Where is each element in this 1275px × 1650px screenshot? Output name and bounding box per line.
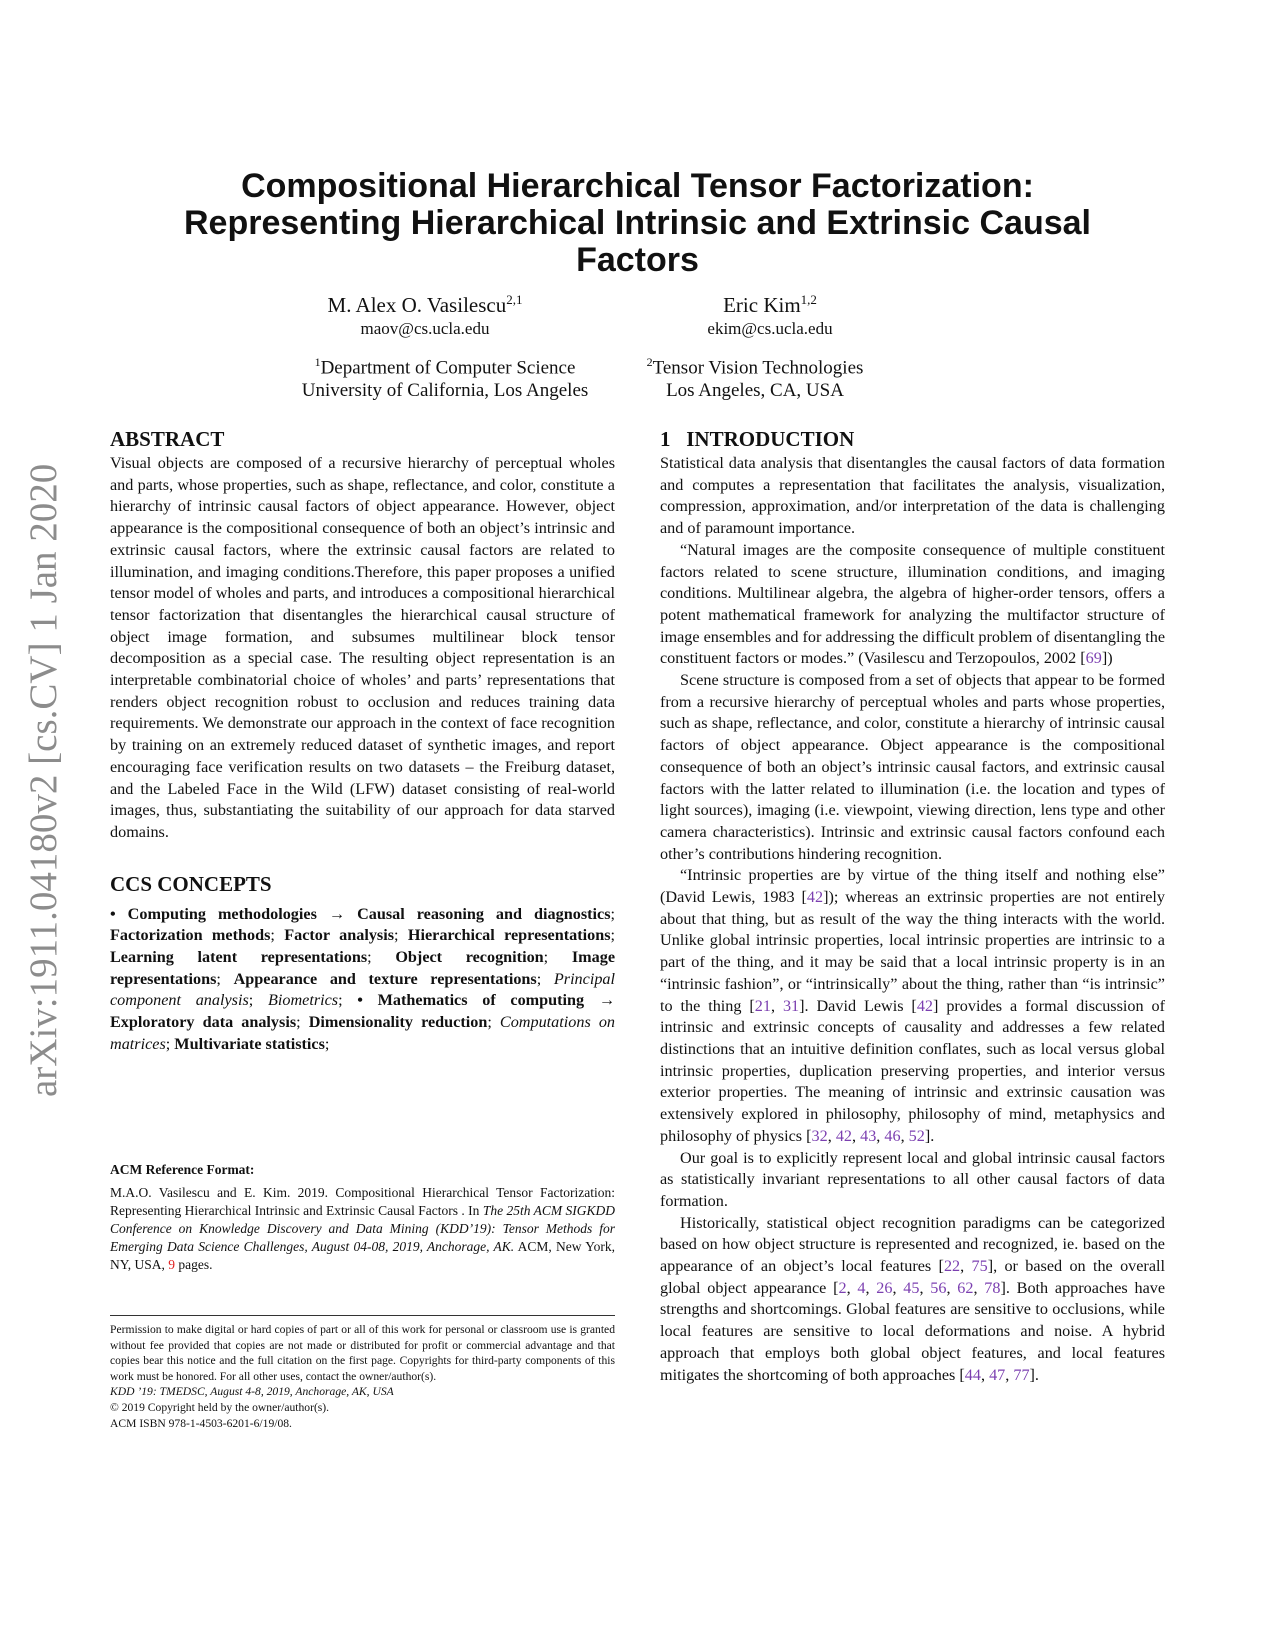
affiliation-2	[630, 351, 880, 402]
citation-link[interactable]: 56	[930, 1278, 947, 1297]
footnote-rule	[110, 1315, 615, 1316]
intro-paragraph-3: Scene structure is composed from a set of objects that appear to be formed from a recursive hierarchy of perceptual wholes and parts whose properties, such as shape, reflectance, and color, constitute a hierarchy of intrinsic causal factors of object appearance. Object appearance is the compositional consequence of both an object’s intrinsic causal factors, and extrinsic causal factors with the latter related to illumination (i.e. the location and types of light sources), imaging (i.e. viewpoint, viewing direction, lens type and other camera characteristics). Intrinsic and extrinsic causal factors confound each other’s contributions hindering recognition.	[660, 671, 1165, 863]
citation-link[interactable]: 22	[943, 1257, 961, 1276]
acm-reference-authors: M.A.O. Vasilescu and E. Kim. 2019. Compositional Hierarchical Tensor Factorization: Representing Hierarchical Intrinsic and Extrinsic Causal Factors . In	[110, 1185, 615, 1218]
isbn-line: ACM ISBN 978-1-4503-6201-6/19/08.	[110, 1416, 292, 1430]
paragraph-text: “Intrinsic properties are by virtue of the thing itself and nothing else” (David Lewis, 1983 [	[660, 866, 1165, 907]
citation-link[interactable]: 32	[811, 1126, 828, 1145]
affiliation-1	[280, 351, 610, 402]
ccs-concept: • Mathematics of computing → Exploratory data analysis	[110, 991, 616, 1032]
paragraph-text: ]. Both approaches have strengths and shortcomings. Global features are sensitive to occlusions, while local features are sensitive to local deformations and noise. A hybrid approach that employs both global object features, and local features mitigates the shortcoming of both approaches [	[660, 1278, 1166, 1384]
paragraph-text: ].	[924, 1126, 935, 1145]
acm-reference-publisher: ACM, New York, NY, USA,	[110, 1239, 616, 1272]
author-2-affiliation-marks: 1,2	[800, 292, 817, 307]
acm-reference-text	[110, 1184, 615, 1274]
acm-reference-venue: The 25th ACM SIGKDD Conference on Knowledge Discovery and Data Mining (KDD’19): Tensor Methods for Emerging Data Science Challenges, August 04-08, 2019, Anchorage, AK.	[110, 1203, 615, 1254]
quote-text: “Natural images are the composite consequence of multiple constituent factors related to scene structure, illumination conditions, and imaging conditions. Multilinear algebra, the algebra of higher-order tensors, offers a potent mathematical framework for analyzing the multifactor structure of image ensembles and for addressing the difficult problem of disentangling the constituent factors or modes.” (Vasilescu and Terzopoulos, 2002 [	[660, 540, 1165, 668]
ccs-concept: Multivariate statistics	[174, 1034, 325, 1053]
ccs-heading: CCS CONCEPTS	[110, 871, 272, 896]
affiliation-1-department: Department of Computer Science	[320, 357, 576, 379]
paragraph-text: ] provides a formal discussion of intrinsic and extrinsic concepts of causality and addresses a few related distinctions that an intuitive definition conflates, such as local versus global intrinsic properties, duplication preserving properties, and interior versus exterior properties. The meaning of intrinsic and extrinsic causation was extensively explored in philosophy, philosophy of mind, metaphysics and philosophy of physics [	[660, 996, 1165, 1145]
citation-link[interactable]: 46	[884, 1126, 901, 1145]
ccs-concept: Appearance and texture representations	[233, 969, 537, 988]
abstract-text	[110, 453, 615, 844]
ccs-concept: Hierarchical representations	[407, 926, 611, 945]
author-1	[270, 287, 580, 340]
paper-title	[140, 168, 1135, 279]
title-line-2: Representing Hierarchical Intrinsic and Extrinsic Causal	[184, 204, 1091, 242]
paragraph-text: ].	[1029, 1365, 1039, 1384]
intro-paragraph-1: Statistical data analysis that disentangles the causal factors of data formation and computes a representation that facilitates the analysis, visualization, compression, approximation, and/or interpretation of the data is challenging and of paramount importance.	[660, 454, 1165, 538]
author-2-name: Eric Kim	[723, 293, 801, 317]
acm-reference-pages-link[interactable]: 9	[168, 1257, 176, 1272]
ccs-concept: Principal component analysis	[110, 969, 616, 1010]
citation-link[interactable]: 77	[1013, 1365, 1030, 1384]
ccs-concept: Factor analysis	[284, 926, 395, 945]
citation-link[interactable]: 75	[971, 1257, 988, 1276]
intro-paragraph-5: Our goal is to explicitly represent local and global intrinsic causal factors as statistically invariant representations to all other causal factors of data formation.	[660, 1148, 1165, 1210]
ccs-concept: Object recognition	[395, 948, 544, 967]
introduction-text	[660, 453, 1165, 1386]
title-line-3: Factors	[576, 241, 699, 279]
citation-link[interactable]: 42	[916, 996, 934, 1015]
citation-link[interactable]: 2	[838, 1278, 847, 1297]
citation-link[interactable]: 45	[903, 1278, 920, 1297]
citation-link[interactable]: 62	[957, 1278, 974, 1297]
citation-link[interactable]: 26	[876, 1278, 893, 1297]
ccs-concept: Computations on matrices	[110, 1013, 616, 1053]
quote-end: ])	[1101, 649, 1113, 668]
author-1-name: M. Alex O. Vasilescu	[327, 293, 507, 317]
ccs-concept: Learning latent representations	[110, 948, 368, 967]
ccs-concepts-list: • Computing methodologies → Causal reasoning and diagnostics; Factorization methods; Factor analysis; Hierarchical representations; Learning latent representations; Object recognition; Image representations; Appearance and texture representations; Principal component analysis; Biometrics; • Mathematics of computing → Exploratory data analysis; Dimensionality reduction; Computations on matrices; Multivariate statistics;	[110, 904, 616, 1053]
author-1-affiliation-marks: 2,1	[506, 292, 523, 307]
intro-paragraph-2	[660, 540, 1165, 670]
citation-link[interactable]: 42	[835, 1126, 852, 1145]
author-2	[640, 287, 900, 340]
citation-link[interactable]: 4	[857, 1278, 866, 1297]
citation-link[interactable]: 44	[964, 1365, 981, 1384]
ccs-concept: Image representations	[110, 948, 615, 988]
ccs-concept: • Computing methodologies → Causal reasoning and diagnostics	[110, 904, 611, 923]
abstract-paragraph: Visual objects are composed of a recursive hierarchy of perceptual wholes and parts, whose properties, such as shape, reflectance, and color, constitute a hierarchy of intrinsic causal factors of object appearance. However, object appearance is the compositional consequence of both an object’s intrinsic and extrinsic causal factors, where the extrinsic causal factors are related to illumination, and imaging conditions.Therefore, this paper proposes a unified tensor model of wholes and parts, and introduces a compositional hierarchical tensor factorization that disentangles the hierarchical causal structure of object image formation, and subsumes multilinear block tensor decomposition as a special case. The resulting object representation is an interpretable combinatorial choice of wholes’ and parts’ representations that renders object recognition robust to occlusion and reduces training data requirements. We demonstrate our approach in the context of face recognition by training on an extremely reduced dataset of synthetic images, and report encouraging face verification results on two datasets – the Freiburg dataset, and the Labeled Face in the Wild (LFW) dataset consisting of real-world images, thus, substantiating the suitability of our approach for data starved domains.	[110, 454, 615, 841]
citation-link[interactable]: 52	[908, 1126, 925, 1145]
left-column	[110, 425, 615, 1056]
paragraph-text: Historically, statistical object recognition paradigms can be categorized based on how object structure is represented and recognized, ie. based on the appearance of an object’s local features [	[660, 1213, 1165, 1276]
affiliation-1-mark: 1	[314, 355, 321, 369]
permission-text: Permission to make digital or hard copies of part or all of this work for personal or classroom use is granted without fee provided that copies are not made or distributed for profit or commercial advantage and that copies bear this notice and the full citation on the first page. Copyrights for third-party components of this work must be honored. For all other uses, contact the owner/author(s).	[110, 1323, 615, 1383]
author-1-email[interactable]: maov@cs.ucla.edu	[360, 319, 490, 338]
paragraph-text: ]. David Lewis [	[799, 996, 917, 1015]
acm-reference-heading: ACM Reference Format:	[110, 1162, 255, 1177]
affiliation-2-company: Tensor Vision Technologies	[652, 357, 864, 379]
copyright-line: © 2019 Copyright held by the owner/author(s).	[110, 1400, 330, 1414]
citation-link[interactable]: 78	[984, 1278, 1001, 1297]
intro-paragraph-6: Historically, statistical object recognition paradigms can be categorized based on how object structure is represented and recognized, ie. based on the appearance of an object’s local features [22, 75], or based on the overall global object appearance [2, 4, 26, 45, 56, 62, 78]. Both approaches have strengths and shortcomings. Global features are sensitive to occlusions, while local features are sensitive to local deformations and noise. A hybrid approach that employs both global object features, and local features mitigates the shortcoming of both approaches [44, 47, 77].	[660, 1213, 1166, 1384]
paragraph-text: ]); whereas an extrinsic properties are not entirely about that thing, but as result of the way the thing interacts with the world. Unlike global intrinsic properties, local intrinsic properties are intrinsic to a part of the thing, and it may be said that a local intrinsic property is in an “intrinsic fashion”, or “intrinsically” about the thing, rather than “is intrinsic” to the thing [	[660, 888, 1165, 1015]
ccs-concept: Factorization methods	[110, 926, 271, 945]
arxiv-identifier: arXiv:1911.04180v2 [cs.CV] 1 Jan 2020	[22, 463, 65, 1097]
author-2-email[interactable]: ekim@cs.ucla.edu	[707, 319, 833, 338]
affiliation-1-institution: University of California, Los Angeles	[301, 380, 589, 402]
title-line-1: Compositional Hierarchical Tensor Factorization:	[241, 167, 1034, 205]
citation-link[interactable]: 69	[1085, 649, 1102, 668]
intro-paragraph-4: “Intrinsic properties are by virtue of the thing itself and nothing else” (David Lewis, 1983 [42]); whereas an extrinsic properties are not entirely about that thing, but as result of the way the thing interacts with the world. Unlike global intrinsic properties, local intrinsic properties are intrinsic to a part of the thing, and it may be said that a local intrinsic property is in an “intrinsic fashion”, or “intrinsically” about the thing, rather than “is intrinsic” to the thing [21, 31]. David Lewis [42] provides a formal discussion of intrinsic and extrinsic concepts of causality and addresses a few related distinctions that an intuitive definition conflates, such as local versus global intrinsic properties, duplication preserving properties, and interior versus exterior properties. The meaning of intrinsic and extrinsic causation was extensively explored in philosophy, philosophy of mind, metaphysics and philosophy of physics [32, 42, 43, 46, 52].	[660, 866, 1165, 1145]
citation-link[interactable]: 42	[806, 888, 824, 907]
citation-link[interactable]: 31	[782, 996, 800, 1015]
ccs-concept: Biometrics	[267, 991, 339, 1010]
right-column	[660, 425, 1165, 1386]
introduction-heading: 1 INTRODUCTION	[660, 427, 855, 451]
acm-reference-pages-suffix: pages.	[175, 1257, 213, 1272]
ccs-concept: Dimensionality reduction	[308, 1013, 488, 1032]
citation-link[interactable]: 43	[860, 1126, 877, 1145]
abstract-heading: ABSTRACT	[110, 427, 225, 451]
affiliation-2-mark: 2	[646, 355, 653, 369]
permission-notice	[110, 1322, 615, 1431]
citation-link[interactable]: 21	[754, 996, 771, 1015]
citation-link[interactable]: 47	[989, 1365, 1006, 1384]
affiliation-2-location: Los Angeles, CA, USA	[666, 380, 844, 402]
conference-line: KDD ’19: TMEDSC, August 4-8, 2019, Anchorage, AK, USA	[110, 1385, 394, 1399]
paragraph-text: ], or based on the overall global object appearance [	[660, 1257, 1166, 1297]
